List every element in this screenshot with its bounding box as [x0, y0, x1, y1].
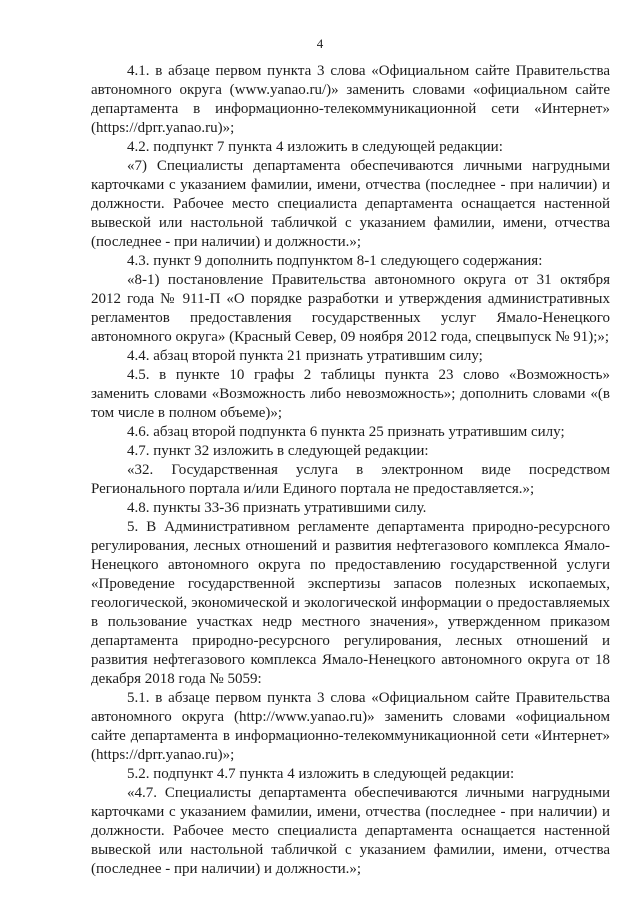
paragraph-4-2-text: «7) Специалисты департамента обеспечиваются личными нагрудными карточками с указанием фамилии, имени, отчества (последнее - при наличии) и должности. Рабочее место специалиста департамента оснащается настенной вывеской или настольной табличкой с указанием фамилии, имени, отчества (последнее - при наличии) и должности.»;	[91, 158, 610, 250]
paragraph-5-2-text: «4.7. Специалисты департамента обеспечиваются личными нагрудными карточками с указанием фамилии, имени, отчества (последнее - при наличии) и должности. Рабочее место специалиста департамента оснащается настенной вывеской или настольной табличкой с указанием фамилии, имени, отчества (последнее - при наличии) и должности.»;	[91, 785, 610, 877]
document-body	[91, 62, 610, 879]
paragraph-4-7: 4.7. пункт 32 изложить в следующей редакции:	[127, 443, 429, 459]
paragraph-4-2: 4.2. подпункт 7 пункта 4 изложить в следующей редакции:	[127, 139, 503, 155]
paragraph-5: 5. В Административном регламенте департамента природно-ресурсного регулирования, лесных отношений и развития нефтегазового комплекса Ямало-Ненецкого автономного округа по предоставлению государственной услуги «Проведение государственной экспертизы запасов полезных ископаемых, геологической, экономической и экологической информации о предоставляемых в пользование участках недр местного значения», утвержденном приказом департамента природно-ресурсного регулирования, лесных отношений и развития нефтегазового комплекса Ямало-Ненецкого автономного округа от 18 декабря 2018 года № 5059:	[91, 519, 610, 687]
paragraph-4-3-text: «8-1) постановление Правительства автономного округа от 31 октября 2012 года № 911-П «О порядке разработки и утверждения административных регламентов предоставления государственных услуг Ямало-Ненецкого автономного округа» (Красный Север, 09 ноября 2012 года, спецвыпуск № 91);»;	[91, 272, 610, 345]
paragraph-4-6: 4.6. абзац второй подпункта 6 пункта 25 признать утратившим силу;	[127, 424, 565, 440]
paragraph-5-2: 5.2. подпункт 4.7 пункта 4 изложить в следующей редакции:	[127, 766, 515, 782]
page-number: 4	[316, 36, 324, 51]
paragraph-5-1: 5.1. в абзаце первом пункта 3 слова «Официальном сайте Правительства автономного округа (http://www.yanao.ru)» заменить словами «официальном сайте департамента в информационно-телекоммуникационной сети «Интернет» (https://dprr.yanao.ru)»;	[91, 690, 610, 763]
paragraph-4-8: 4.8. пункты 33-36 признать утратившими силу.	[127, 500, 427, 516]
paragraph-4-7-text: «32. Государственная услуга в электронном виде посредством Регионального портала и/или Единого портала не предоставляется.»;	[91, 462, 610, 497]
paragraph-4-4: 4.4. абзац второй пункта 21 признать утратившим силу;	[127, 348, 483, 364]
paragraph-4-1: 4.1. в абзаце первом пункта 3 слова «Официальном сайте Правительства автономного округа (www.yanao.ru/)» заменить словами «официальном сайте департамента в информационно-телекоммуникационной сети «Интернет» (https://dprr.yanao.ru)»;	[91, 63, 610, 136]
paragraph-4-3: 4.3. пункт 9 дополнить подпунктом 8-1 следующего содержания:	[127, 253, 543, 269]
paragraph-4-5: 4.5. в пункте 10 графы 2 таблицы пункта 23 слово «Возможность» заменить словами «Возможность либо невозможность»; дополнить словами «(в том числе в полном объеме)»;	[91, 367, 610, 421]
